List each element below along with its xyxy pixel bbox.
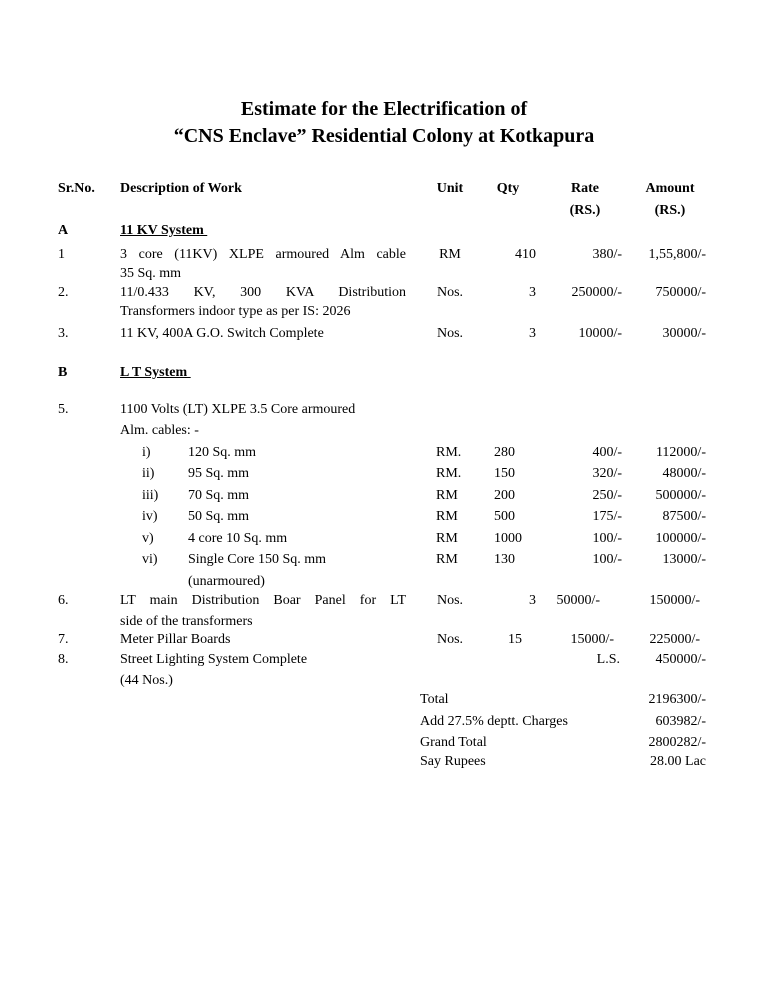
subrow-description: Single Core 150 Sq. mm [188, 552, 327, 567]
row-rate: 380/- [592, 247, 622, 262]
header-description: Description of Work [120, 181, 242, 196]
subrow-qty: 500 [494, 509, 515, 524]
row-description: LT main Distribution Boar Panel for LT [120, 593, 406, 608]
row-description: 3 core (11KV) XLPE armoured Alm cable [120, 247, 406, 262]
header-amount-unit: (RS.) [654, 203, 686, 218]
row-rate: L.S. [596, 652, 620, 667]
subrow-rate: 400/- [592, 445, 622, 460]
row-unit: Nos. [436, 593, 464, 608]
row-description: Street Lighting System Complete [120, 652, 308, 667]
section-b-title: L T System [120, 365, 191, 380]
header-rate-unit: (RS.) [569, 203, 601, 218]
subrow-description: 120 Sq. mm [188, 445, 257, 460]
subrow-amount: 500000/- [655, 488, 706, 503]
subrow-amount: 13000/- [662, 552, 706, 567]
row-amount: 150000/- [649, 593, 700, 608]
row-srno: 3. [58, 326, 69, 341]
row-rate: 50000/- [556, 593, 600, 608]
subrow-unit: RM [436, 488, 458, 503]
total-value: 2196300/- [648, 692, 706, 707]
subrow-description: 70 Sq. mm [188, 488, 250, 503]
subrow-rate: 250/- [592, 488, 622, 503]
title-line-1: Estimate for the Electrification of [240, 98, 528, 120]
subrow-roman: v) [142, 531, 154, 546]
subrow-unit: RM. [436, 445, 462, 460]
row-qty: 3 [529, 593, 536, 608]
header-qty: Qty [496, 181, 520, 196]
subrow-rate: 175/- [592, 509, 622, 524]
row-amount: 30000/- [662, 326, 706, 341]
grand-total-value: 2800282/- [648, 735, 706, 750]
say-rupees-value: 28.00 Lac [650, 754, 706, 769]
total-label: Total [420, 692, 449, 707]
section-a-code: A [58, 223, 69, 238]
row-qty: 410 [515, 247, 536, 262]
row-unit: RM [439, 247, 461, 262]
header-unit: Unit [436, 181, 464, 196]
row-description-cont: (44 Nos.) [120, 673, 173, 688]
subrow-qty: 150 [494, 466, 515, 481]
row-amount: 750000/- [655, 285, 706, 300]
subrow-roman: ii) [142, 466, 155, 481]
row-rate: 250000/- [571, 285, 622, 300]
row-srno: 8. [58, 652, 69, 667]
subrow-unit: RM [436, 509, 458, 524]
subrow-unit: RM. [436, 466, 462, 481]
row-description: Meter Pillar Boards [120, 632, 231, 647]
row-srno: 6. [58, 593, 69, 608]
row-amount: 450000/- [655, 652, 706, 667]
subrow-amount: 112000/- [655, 445, 706, 460]
row-description: 11 KV, 400A G.O. Switch Complete [120, 326, 324, 341]
subrow-qty: 200 [494, 488, 515, 503]
item5-description-cont: Alm. cables: - [120, 423, 199, 438]
charges-label: Add 27.5% deptt. Charges [420, 714, 568, 729]
grand-total-label: Grand Total [420, 735, 487, 750]
row-qty: 3 [529, 285, 536, 300]
subrow-description: 4 core 10 Sq. mm [188, 531, 288, 546]
section-a-title: 11 KV System [120, 223, 208, 238]
subrow-description: 95 Sq. mm [188, 466, 250, 481]
item5-srno: 5. [58, 402, 69, 417]
header-amount: Amount [645, 181, 695, 196]
subrow-description-cont: (unarmoured) [188, 574, 265, 589]
row-qty: 3 [529, 326, 536, 341]
subrow-amount: 48000/- [662, 466, 706, 481]
item5-description: 1100 Volts (LT) XLPE 3.5 Core armoured [120, 402, 356, 417]
row-rate: 15000/- [570, 632, 614, 647]
row-unit: Nos. [436, 326, 464, 341]
subrow-description: 50 Sq. mm [188, 509, 250, 524]
row-srno: 2. [58, 285, 69, 300]
subrow-rate: 100/- [592, 552, 622, 567]
row-srno: 7. [58, 632, 69, 647]
subrow-roman: vi) [142, 552, 158, 567]
subrow-qty: 130 [494, 552, 515, 567]
subrow-rate: 320/- [592, 466, 622, 481]
row-description-cont: Transformers indoor type as per IS: 2026 [120, 304, 351, 319]
header-rate: Rate [571, 181, 599, 196]
subrow-amount: 100000/- [655, 531, 706, 546]
subrow-roman: i) [142, 445, 151, 460]
subrow-unit: RM [436, 552, 458, 567]
row-amount: 225000/- [649, 632, 700, 647]
row-unit: Nos. [436, 632, 464, 647]
row-srno: 1 [58, 247, 65, 262]
charges-value: 603982/- [655, 714, 706, 729]
subrow-roman: iii) [142, 488, 159, 503]
subrow-amount: 87500/- [662, 509, 706, 524]
subrow-qty: 1000 [494, 531, 522, 546]
title-line-2: “CNS Enclave” Residential Colony at Kotkapura [173, 125, 595, 147]
row-description-cont: side of the transformers [120, 614, 253, 629]
row-description-cont: 35 Sq. mm [120, 266, 182, 281]
header-srno: Sr.No. [58, 181, 95, 196]
row-unit: Nos. [436, 285, 464, 300]
row-amount: 1,55,800/- [648, 247, 706, 262]
row-qty: 15 [508, 632, 522, 647]
subrow-qty: 280 [494, 445, 515, 460]
say-rupees-label: Say Rupees [420, 754, 486, 769]
subrow-unit: RM [436, 531, 458, 546]
subrow-roman: iv) [142, 509, 158, 524]
section-b-code: B [58, 365, 68, 380]
row-rate: 10000/- [578, 326, 622, 341]
subrow-rate: 100/- [592, 531, 622, 546]
row-description: 11/0.433 KV, 300 KVA Distribution [120, 285, 406, 300]
